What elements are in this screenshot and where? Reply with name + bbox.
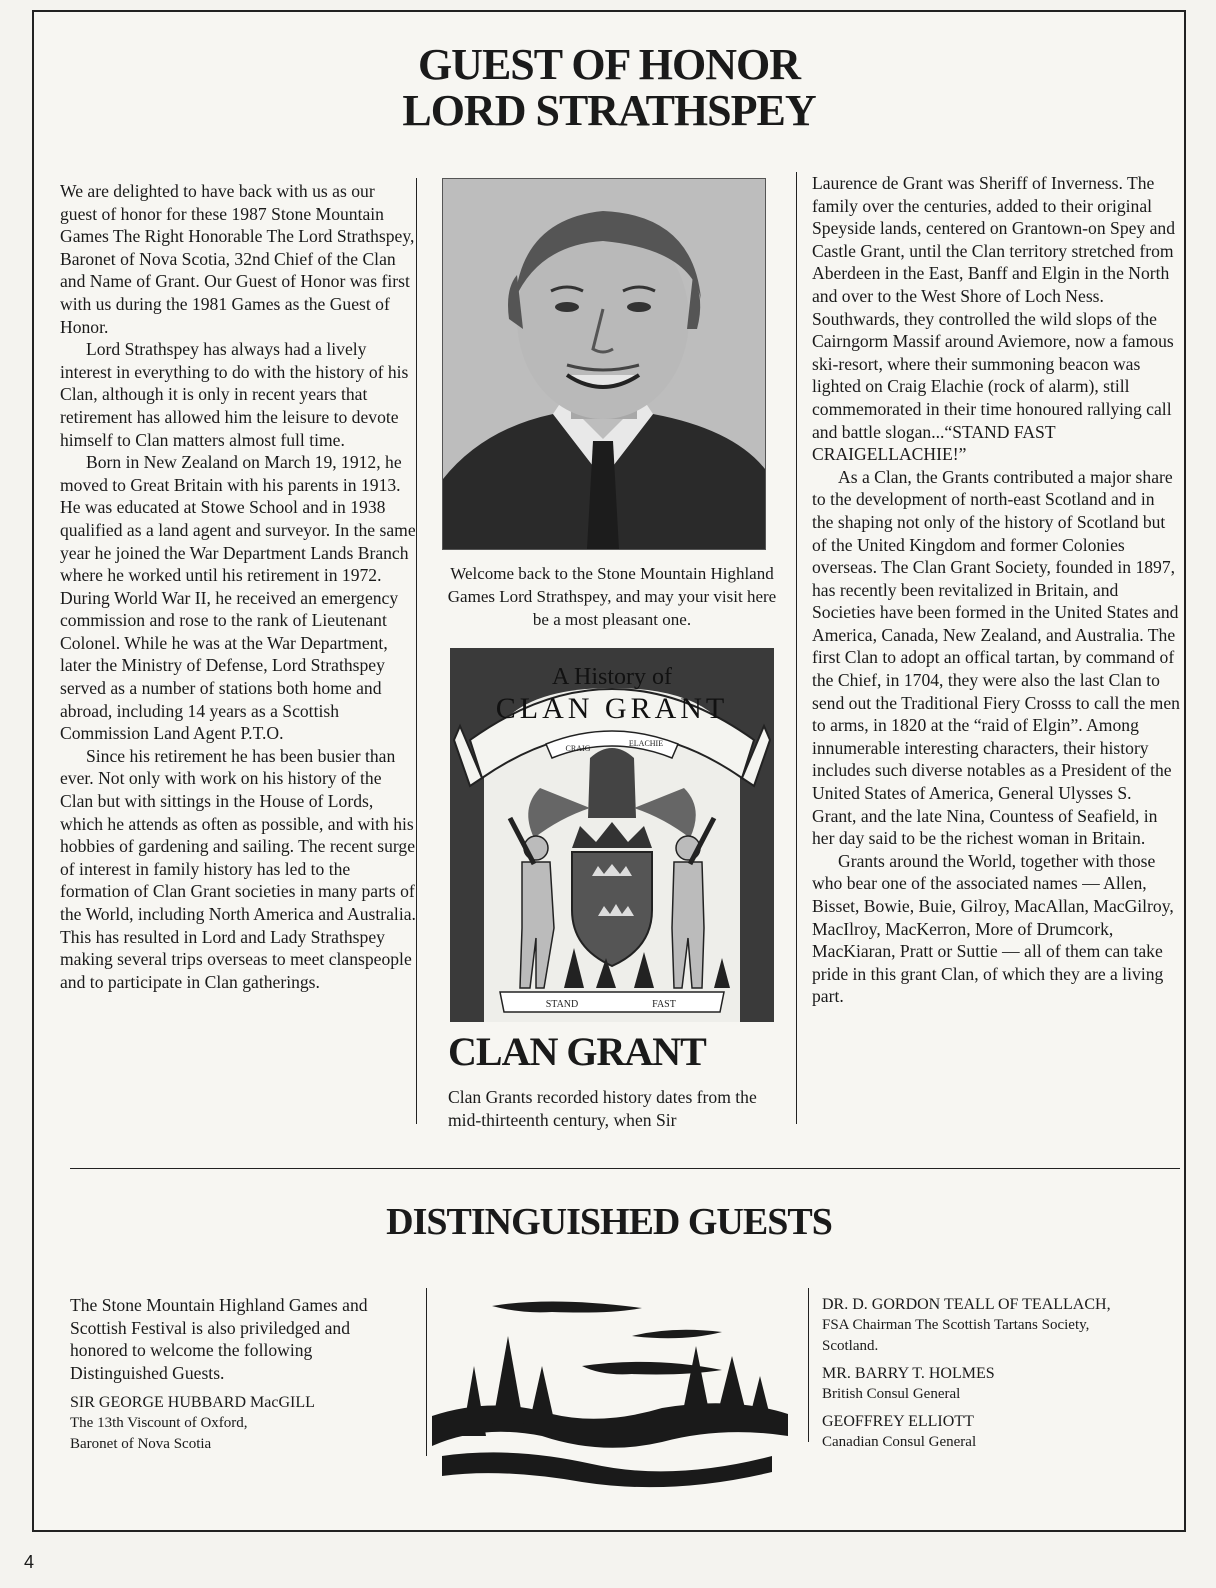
photo-caption: Welcome back to the Stone Mountain Highland Games Lord Strathspey, and may your visit here be a most pleasant one. — [447, 564, 777, 629]
crest-banner-left: STAND — [545, 999, 579, 1010]
title-line-2: LORD STRATHSPEY — [402, 86, 816, 135]
left-paragraph: Born in New Zealand on March 19, 1912, he moved to Great Britain with his parents in 1913. He was educated at Stowe School and in 1938 qualified as a land agent and surveyor. In the same year he joined the War Department Lands Branch where he worked until his retirement in 1972. During World War II, he received an emergency commission and rose to the rank of Lieutenant Colonel. While he was at the War Department, later the Ministry of Defense, Lord Strathspey served as a number of stations both home and abroad, including 14 years as a Scottish Commission Land Agent P.T.O. — [60, 452, 416, 744]
left-column — [60, 180, 416, 993]
page-frame — [32, 10, 1186, 1532]
guest-entry — [822, 1363, 1182, 1405]
distinguished-intro: The Stone Mountain Highland Games and Scottish Festival is also priviledged and honored to welcome the following Distinguished Guests. — [70, 1295, 368, 1383]
left-paragraph: We are delighted to have back with us as our guest of honor for these 1987 Stone Mountain Games The Right Honorable The Lord Strathspey, Baronet of Nova Scotia, 32nd Chief of the Clan and Name of Grant. Our Guest of Honor was first with us during the 1981 Games as the Guest of Honor. — [60, 181, 415, 337]
right-paragraph: Laurence de Grant was Sheriff of Inverness. The family over the centuries, added to their original Speyside lands, centered on Grantown-on Spey and Castle Grant, until the Clan territory stretched from Aberdeen in the East, Banff and Elgin in the North and over to the West Shore of Loch Ness. Southwards, they controlled the wild slops of the Cairngorm Massif around Aviemore, now a famous ski-resort, where their summoning beacon was lighted on Craig Elachie (rock of alarm), still commemorated in their time honoured rallying call and battle slogan...“STAND FAST CRAIGELLACHIE!” — [812, 173, 1176, 465]
guest-title: British Consul General — [822, 1386, 961, 1402]
guest-title: FSA Chairman The Scottish Tartans Society, — [822, 1317, 1090, 1333]
guests-divider-left — [426, 1288, 427, 1456]
crest-motto-left: CRAIG — [565, 744, 591, 753]
column-divider-right — [796, 172, 797, 1124]
clan-grant-heading: CLAN GRANT — [448, 1029, 706, 1074]
guest-name: GEOFFREY ELLIOTT — [822, 1413, 974, 1430]
landscape-illustration — [432, 1296, 788, 1496]
guest-entry — [70, 1392, 400, 1455]
forest-sketch-illustration — [432, 1296, 788, 1496]
book-title-line2: CLAN GRANT — [495, 692, 729, 725]
guest-name: DR. D. GORDON TEALL OF TEALLACH, — [822, 1296, 1111, 1313]
portrait-illustration — [443, 179, 765, 549]
distinguished-guests-heading: DISTINGUISHED GUESTS — [386, 1201, 832, 1243]
guests-divider-right — [808, 1288, 809, 1442]
book-title-line1: A History of — [552, 664, 672, 690]
page-number: 4 — [24, 1552, 35, 1572]
right-column — [812, 172, 1180, 1008]
section-divider — [70, 1168, 1180, 1169]
distinguished-guest-list — [822, 1294, 1182, 1459]
guest-title: The 13th Viscount of Oxford, — [70, 1415, 248, 1432]
title-line-1: GUEST OF HONOR — [417, 40, 801, 89]
right-paragraph: Grants around the World, together with those who bear one of the associated names — Allen, Bisset, Bowie, Buie, Gilroy, MacAllan, MacGilroy, MacIlroy, MacKerron, More of Drumcork, MacKiaran, Pratt or Suttie — all of them can take pride in this grant Clan, of which they are a living part. — [812, 850, 1174, 1007]
guest-title: Scotland. — [822, 1338, 879, 1354]
guest-title: Baronet of Nova Scotia — [70, 1436, 212, 1453]
portrait-photo — [442, 178, 766, 550]
guest-entry — [822, 1411, 1182, 1453]
clan-grant-crest-illustration — [450, 648, 774, 1022]
guest-entry — [822, 1294, 1182, 1357]
crest-motto-right: ELACHIE — [628, 739, 664, 748]
page-title — [34, 42, 1184, 134]
guest-name: MR. BARRY T. HOLMES — [822, 1365, 995, 1382]
left-paragraph: Lord Strathspey has always had a lively interest in everything to do with the history of his Clan, although it is only in recent years that retirement has allowed him the leisure to devote himself to Clan matters almost full time. — [60, 339, 409, 450]
column-divider-left — [416, 178, 417, 1124]
clan-grant-intro: Clan Grants recorded history dates from the mid-thirteenth century, when Sir — [448, 1087, 757, 1130]
distinguished-intro-block — [70, 1294, 400, 1455]
book-cover — [450, 648, 774, 1022]
guest-title: Canadian Consul General — [822, 1434, 977, 1450]
right-paragraph: As a Clan, the Grants contributed a major share to the development of north-east Scotland and in the shaping not only of the history of Scotland but of the United Kingdom and former Colonies overseas. The Clan Grant Society, founded in 1897, has recently been revitalized in Britain, and Societies have been formed in the United States and America, Canada, New Zealand, and Australia. The first Clan to adopt an offical tartan, by command of the Chief, in 1704, they were also the last Clan to send out the Traditional Fiery Crosss to call the men to arms, in 1820 at the “raid of Elgin”. Among innumerable interesting characters, their history includes such diverse notables as a President of the United States of America, General Ulysses S. Grant, and the late Nina, Countess of Seafield, in her day said to be the richest woman in Britain. — [812, 466, 1180, 849]
guest-name: SIR GEORGE HUBBARD MacGILL — [70, 1394, 315, 1412]
crest-banner-right: FAST — [652, 999, 676, 1010]
left-paragraph: Since his retirement he has been busier than ever. Not only with work on his history of the Clan but with sittings in the House of Lords, which he attends as often as possible, and with his hobbies of gardening and sailing. The recent surge of interest in family history has led to the formation of Clan Grant societies in many parts of the World, including North America and Australia. This has resulted in Lord and Lady Strathspey making several trips overseas to meet clanspeople and to participate in Clan gatherings. — [60, 745, 416, 992]
